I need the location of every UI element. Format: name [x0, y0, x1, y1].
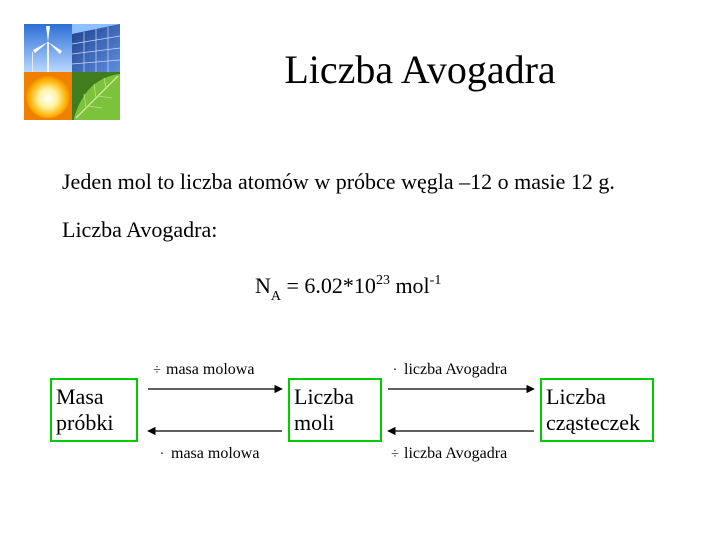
slide-title: Liczba Avogadra	[284, 47, 556, 92]
box-particle-count-line2: cząsteczek	[546, 410, 641, 435]
box-sample-mass-line2: próbki	[56, 410, 114, 435]
label-multiply-molar-mass	[155, 444, 259, 465]
formula-value: = 6.02*10	[281, 273, 376, 298]
box-mole-count-line1: Liczba	[294, 384, 354, 409]
definition-text: Jeden mol to liczba atomów w próbce węgla –12 o masie 12 g.	[62, 169, 615, 194]
label-divide-molar-mass	[150, 360, 254, 381]
box-sample-mass-line1: Masa	[56, 384, 104, 409]
multiply-icon: ·	[392, 363, 398, 378]
box-mole-count-line2: moli	[294, 410, 335, 435]
divide-icon: ÷	[391, 447, 399, 462]
formula-unit: mol	[389, 273, 430, 298]
box-particle-count	[540, 378, 654, 442]
label-text: liczba Avogadra	[404, 361, 508, 378]
label-multiply-avogadro	[388, 360, 507, 381]
label-text: masa molowa	[171, 445, 260, 462]
formula-symbol-subscript: A	[270, 289, 282, 304]
label-text: liczba Avogadra	[404, 445, 508, 462]
formula-symbol: N	[255, 273, 271, 298]
box-particle-count-line1: Liczba	[546, 384, 606, 409]
box-sample-mass	[50, 378, 138, 442]
label-divide-avogadro	[388, 444, 507, 465]
formula-unit-exponent: -1	[429, 273, 442, 288]
avogadro-heading-text: Liczba Avogadra:	[62, 217, 218, 242]
divide-icon: ÷	[153, 363, 161, 378]
multiply-icon: ·	[159, 447, 165, 462]
label-text: masa molowa	[166, 361, 255, 378]
formula-exponent: 23	[375, 273, 390, 288]
box-mole-count	[288, 378, 382, 442]
